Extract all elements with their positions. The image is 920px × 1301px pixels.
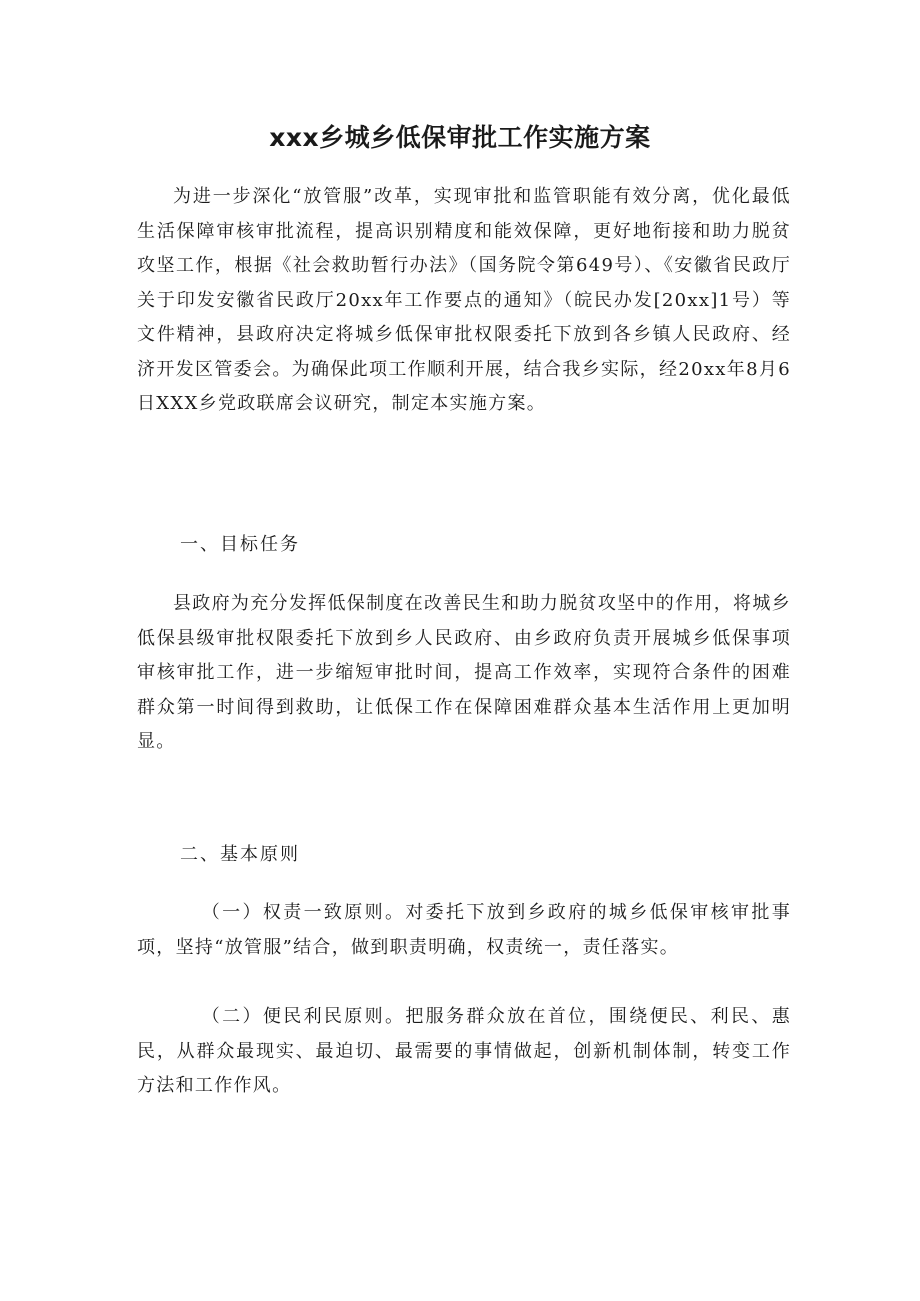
intro-paragraph: 为进一步深化“放管服”改革，实现审批和监管职能有效分离，优化最低生活保障审核审批流程，提高识别精度和能效保障，更好地衔接和助力脱贫攻坚工作，根据《社会救助暂行办法》（国务院令第649号）、《安徽省民政厅关于印发安徽省民政厅20xx年工作要点的通知》（皖民办发[20xx]1号）等文件精神，县政府决定将城乡低保审批权限委托下放到各乡镇人民政府、经济开发区管委会。为确保此项工作顺利开展，结合我乡实际，经20xx年8月6日XXX乡党政联席会议研究，制定本实施方案。 [137,186,791,414]
section-2-heading: 二、基本原则 [180,844,300,865]
document-title: xxx乡城乡低保审批工作实施方案 [269,123,651,152]
section-1-body: 县政府为充分发挥低保制度在改善民生和助力脱贫攻坚中的作用，将城乡低保县级审批权限委托下放到乡人民政府、由乡政府负责开展城乡低保事项审核审批工作，进一步缩短审批时间，提高工作效率，实现符合条件的困难群众第一时间得到救助，让低保工作在保障困难群众基本生活作用上更加明显。 [137,593,791,752]
section-1-heading: 一、目标任务 [180,534,300,555]
principle-1-paragraph: （一）权责一致原则。对委托下放到乡政府的城乡低保审核审批事项，坚持“放管服”结合，做到职责明确，权责统一，责任落实。 [137,902,791,958]
principle-2-paragraph: （二）便民利民原则。把服务群众放在首位，围绕便民、利民、惠民，从群众最现实、最迫切、最需要的事情做起，创新机制体制，转变工作方法和工作作风。 [137,1006,791,1096]
